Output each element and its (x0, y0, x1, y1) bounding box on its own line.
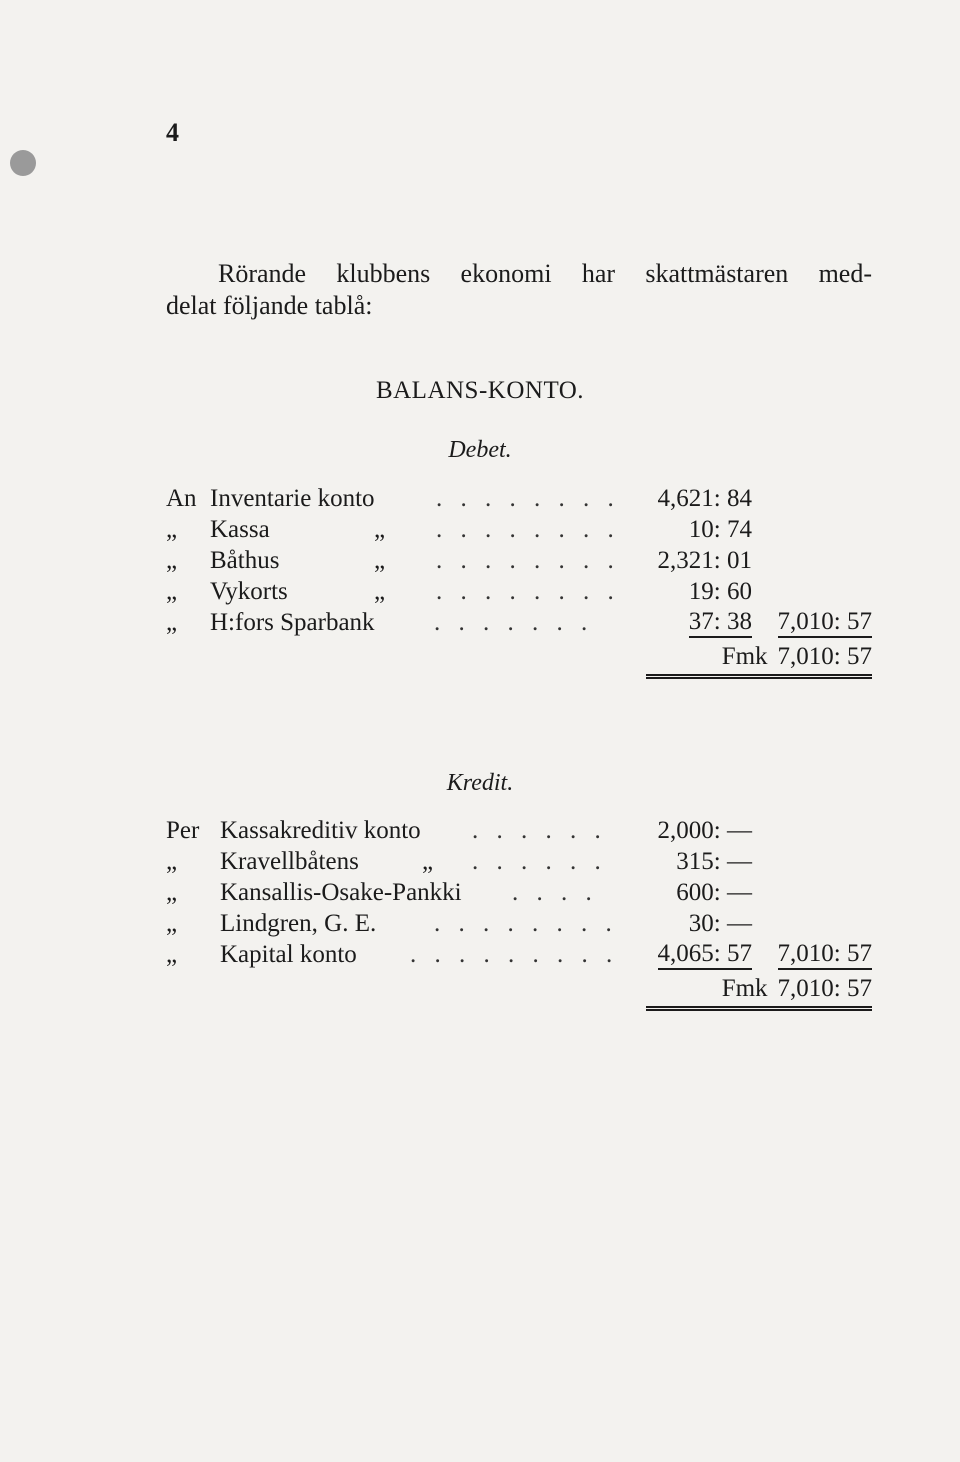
amount: 2,000: — (657, 817, 752, 844)
ditto-mark: „ (374, 547, 386, 574)
row-prefix: „ (166, 848, 178, 875)
kredit-row (166, 877, 872, 908)
row-prefix: „ (166, 910, 178, 937)
debet-row (166, 607, 872, 638)
row-prefix: „ (166, 547, 178, 574)
amount: 2,321: 01 (657, 547, 752, 574)
amount: 19: 60 (688, 578, 752, 605)
kredit-table (166, 815, 872, 1010)
row-prefix: „ (166, 578, 178, 605)
account-name: Kravellbåtens (220, 848, 359, 875)
debet-heading: Debet. (448, 437, 512, 463)
leader-dots: . . . . . . . . . (410, 941, 619, 968)
row-prefix: „ (166, 516, 178, 543)
account-name: Kapital konto (220, 941, 357, 968)
leader-dots: . . . . . . . . (436, 516, 620, 543)
debet-row (166, 483, 872, 514)
account-name: Lindgren, G. E. (220, 910, 377, 937)
leader-dots: . . . . . . . . (436, 578, 620, 605)
ink-spot-mark (10, 150, 36, 176)
kredit-heading: Kredit. (446, 770, 514, 796)
intro-paragraph (166, 258, 872, 322)
currency-label: Fmk (721, 975, 768, 1002)
account-name: H:fors Sparbank (210, 609, 375, 636)
row-prefix: „ (166, 941, 178, 968)
amount: 4,621: 84 (657, 485, 752, 512)
leader-dots: . . . . . . (472, 848, 607, 875)
amount: 30: — (688, 910, 752, 937)
amount: 315: — (676, 848, 752, 875)
balance-account-heading: BALANS-KONTO. (375, 377, 585, 404)
kredit-sum-row (166, 970, 872, 1010)
debet-row (166, 576, 872, 607)
leader-dots: . . . . . . . . (434, 910, 618, 937)
ditto-mark: „ (374, 578, 386, 605)
leader-dots: . . . . . . . . (436, 547, 620, 574)
leader-dots: . . . . (512, 879, 598, 906)
intro-line-2: delat följande tablå: (166, 291, 373, 320)
amount: 10: 74 (688, 516, 752, 543)
row-prefix: „ (166, 609, 178, 636)
leader-dots: . . . . . . (472, 817, 607, 844)
ditto-mark: „ (422, 848, 434, 875)
ditto-mark: „ (374, 516, 386, 543)
account-name: Kassa (210, 516, 270, 543)
kredit-row (166, 908, 872, 939)
row-prefix: Per (166, 817, 200, 844)
debet-sum-row (166, 638, 872, 678)
kredit-row (166, 939, 872, 970)
leader-dots: . . . . . . . . (436, 485, 620, 512)
account-name: Inventarie konto (210, 485, 375, 512)
debet-table (166, 483, 872, 678)
kredit-row (166, 815, 872, 846)
sum-value: 7,010: 57 (777, 975, 872, 1002)
amount: 4,065: 57 (658, 939, 752, 970)
debet-row (166, 545, 872, 576)
account-name: Vykorts (210, 578, 288, 605)
intro-line-1: Rörande klubbens ekonomi har skattmästaren med- (218, 259, 872, 288)
account-name: Kansallis-Osake-Pankki (220, 879, 462, 906)
sum-total (646, 972, 872, 1011)
account-name: Båthus (210, 547, 280, 574)
row-prefix: „ (166, 879, 178, 906)
debet-row (166, 514, 872, 545)
amount: 600: — (676, 879, 752, 906)
amount: 37: 38 (689, 607, 752, 638)
row-total: 7,010: 57 (778, 939, 872, 970)
account-name: Kassakreditiv konto (220, 817, 421, 844)
row-total: 7,010: 57 (778, 607, 872, 638)
sum-total (646, 640, 872, 679)
page-number: 4 (166, 118, 179, 147)
kredit-row (166, 846, 872, 877)
leader-dots: . . . . . . . (434, 609, 594, 636)
row-prefix: An (166, 485, 197, 512)
sum-value: 7,010: 57 (777, 643, 872, 670)
currency-label: Fmk (721, 643, 768, 670)
